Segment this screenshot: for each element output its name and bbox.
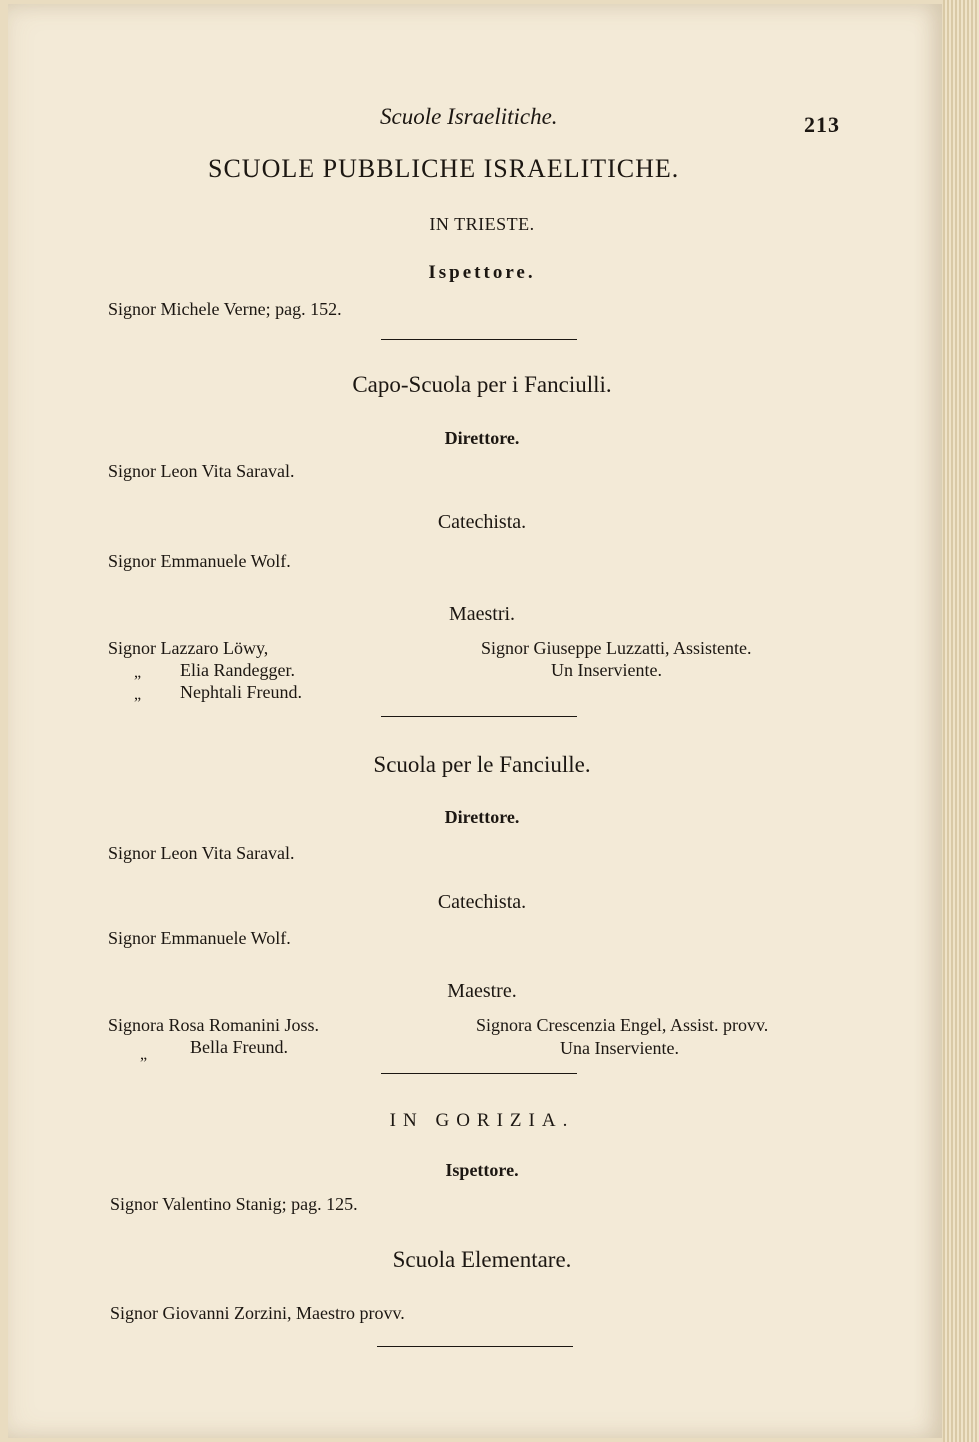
- gorizia-heading: IN GORIZIA.: [389, 1110, 575, 1131]
- section-rule: [381, 716, 577, 717]
- section-rule: [377, 1346, 573, 1347]
- maestra-entry: Bella Freund.: [190, 1037, 288, 1057]
- scuola-elementare-heading: Scuola Elementare.: [392, 1247, 572, 1272]
- fanciulle-catechista-label: Catechista.: [437, 891, 527, 913]
- ditto-mark: „: [134, 686, 142, 703]
- maestro-entry-right: Signor Giuseppe Luzzatti, Assistente.: [481, 638, 752, 658]
- trieste-ispettore-label: Ispettore.: [428, 262, 536, 283]
- gorizia-maestro: Signor Giovanni Zorzini, Maestro provv.: [110, 1303, 405, 1323]
- trieste-ispettore: Signor Michele Verne; pag. 152.: [108, 299, 342, 319]
- fanciulle-direttore-label: Direttore.: [444, 807, 520, 827]
- gorizia-ispettore: Signor Valentino Stanig; pag. 125.: [110, 1194, 358, 1214]
- trieste-heading: IN TRIESTE.: [429, 214, 535, 234]
- maestre-label: Maestre.: [447, 980, 517, 1002]
- running-head: Scuole Israelitiche.: [380, 104, 558, 129]
- gorizia-ispettore-label: Ispettore.: [445, 1160, 519, 1180]
- page-number: 213: [804, 112, 840, 137]
- ditto-mark: „: [140, 1046, 148, 1063]
- fanciulle-direttore: Signor Leon Vita Saraval.: [108, 843, 295, 863]
- maestro-entry: Nephtali Freund.: [180, 682, 302, 702]
- maestra-entry: Signora Rosa Romanini Joss.: [108, 1015, 320, 1035]
- maestro-entry: Elia Randegger.: [180, 660, 295, 680]
- capo-scuola-heading: Capo-Scuola per i Fanciulli.: [352, 372, 612, 397]
- section-rule: [381, 339, 577, 340]
- maestro-entry-right: Un Inserviente.: [551, 660, 662, 680]
- fanciulle-heading: Scuola per le Fanciulle.: [373, 752, 591, 777]
- capo-catechista: Signor Emmanuele Wolf.: [108, 551, 291, 571]
- capo-catechista-label: Catechista.: [437, 511, 527, 533]
- section-rule: [381, 1073, 577, 1074]
- fanciulle-catechista: Signor Emmanuele Wolf.: [108, 928, 291, 948]
- maestra-entry-right: Una Inserviente.: [560, 1038, 679, 1058]
- maestro-entry: Signor Lazzaro Löwy,: [108, 638, 269, 658]
- capo-direttore-label: Direttore.: [444, 428, 520, 448]
- main-title: SCUOLE PUBBLICHE ISRAELITICHE.: [208, 154, 680, 183]
- capo-direttore: Signor Leon Vita Saraval.: [108, 461, 295, 481]
- maestri-label: Maestri.: [448, 603, 516, 625]
- ditto-mark: „: [134, 664, 142, 681]
- maestra-entry-right: Signora Crescenzia Engel, Assist. provv.: [476, 1015, 769, 1035]
